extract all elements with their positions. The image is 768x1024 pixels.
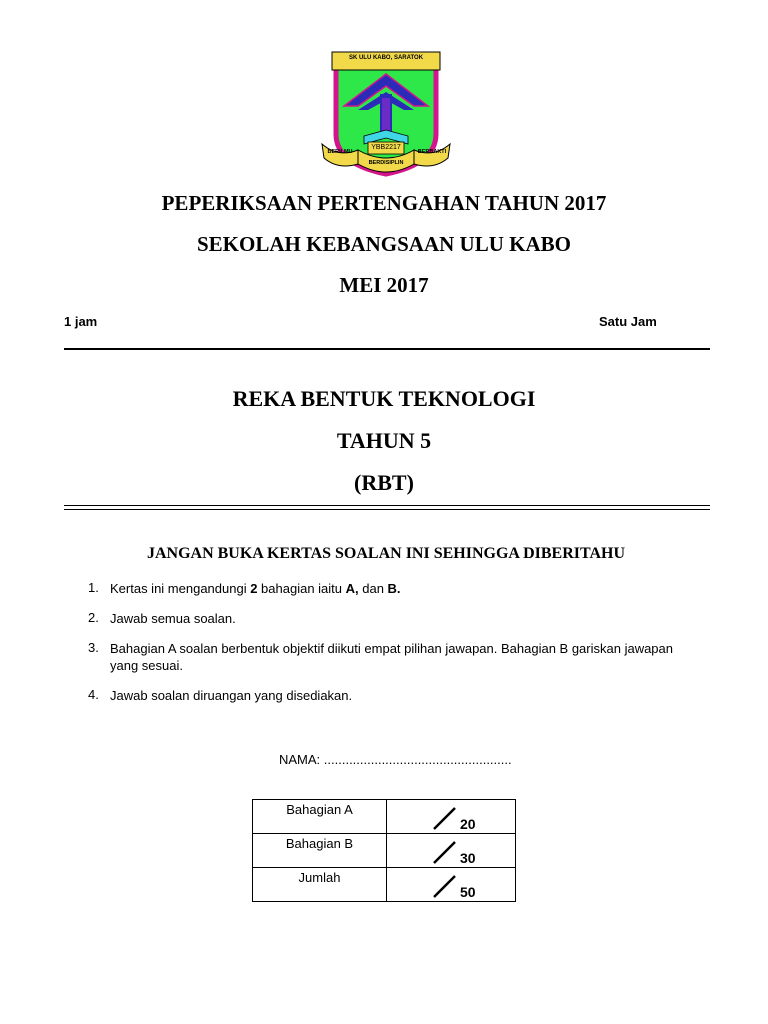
logo-code: YBB2217 [371,144,401,151]
score-cell[interactable] [387,868,516,902]
table-row [253,800,516,834]
table-row [253,834,516,868]
subject-year: TAHUN 5 [336,428,432,453]
subject-code: (RBT) [354,470,414,495]
instruction-number: 1. [88,580,99,595]
section-label: Jumlah [253,868,387,902]
logo-motto-middle: BERDISIPLIN [368,160,404,166]
school-name: SEKOLAH KEBANGSAAN ULU KABO [197,232,571,256]
section-label: Bahagian B [253,834,387,868]
instruction-text: Jawab soalan diruangan yang disediakan. [110,688,353,703]
score-cell[interactable] [387,834,516,868]
score-cell[interactable] [387,800,516,834]
max-score: 30 [460,850,476,866]
slash-icon [431,838,459,866]
exam-title: PEPERIKSAAN PERTENGAHAN TAHUN 2017 [161,191,607,215]
table-row [253,868,516,902]
max-score: 50 [460,884,476,900]
section-label: Bahagian A [253,800,387,834]
name-field[interactable]: NAMA: .................................................... [279,752,512,767]
school-logo [318,46,454,186]
subject-divider-bottom [64,509,710,510]
subject-name: REKA BENTUK TEKNOLOGI [232,386,536,411]
instruction-text: Kertas ini mengandungi 2 bahagian iaitu A, dan B. [110,581,401,596]
instruction-number: 2. [88,610,99,625]
duration-left: 1 jam [64,314,98,329]
subject-divider-top [64,505,710,506]
marks-table [252,799,516,902]
slash-icon [431,804,459,832]
instruction-number: 4. [88,687,99,702]
max-score: 20 [460,816,476,832]
slash-icon [431,872,459,900]
instruction-text: Bahagian A soalan berbentuk objektif diikuti empat pilihan jawapan. Bahagian B gariskan jawapan yang sesuai. [110,641,673,673]
logo-banner-text: SK ULU KABO, SARATOK [348,55,424,61]
exam-date: MEI 2017 [339,273,429,297]
instruction-number: 3. [88,640,99,655]
duration-right: Satu Jam [599,314,657,329]
logo-motto-left: BERILMU [327,149,353,155]
logo-motto-right: BERBAKTI [417,149,447,155]
instruction-text: Jawab semua soalan. [110,611,236,626]
header-divider [64,348,710,350]
warning-text: JANGAN BUKA KERTAS SOALAN INI SEHINGGA DIBERITAHU [146,545,626,562]
